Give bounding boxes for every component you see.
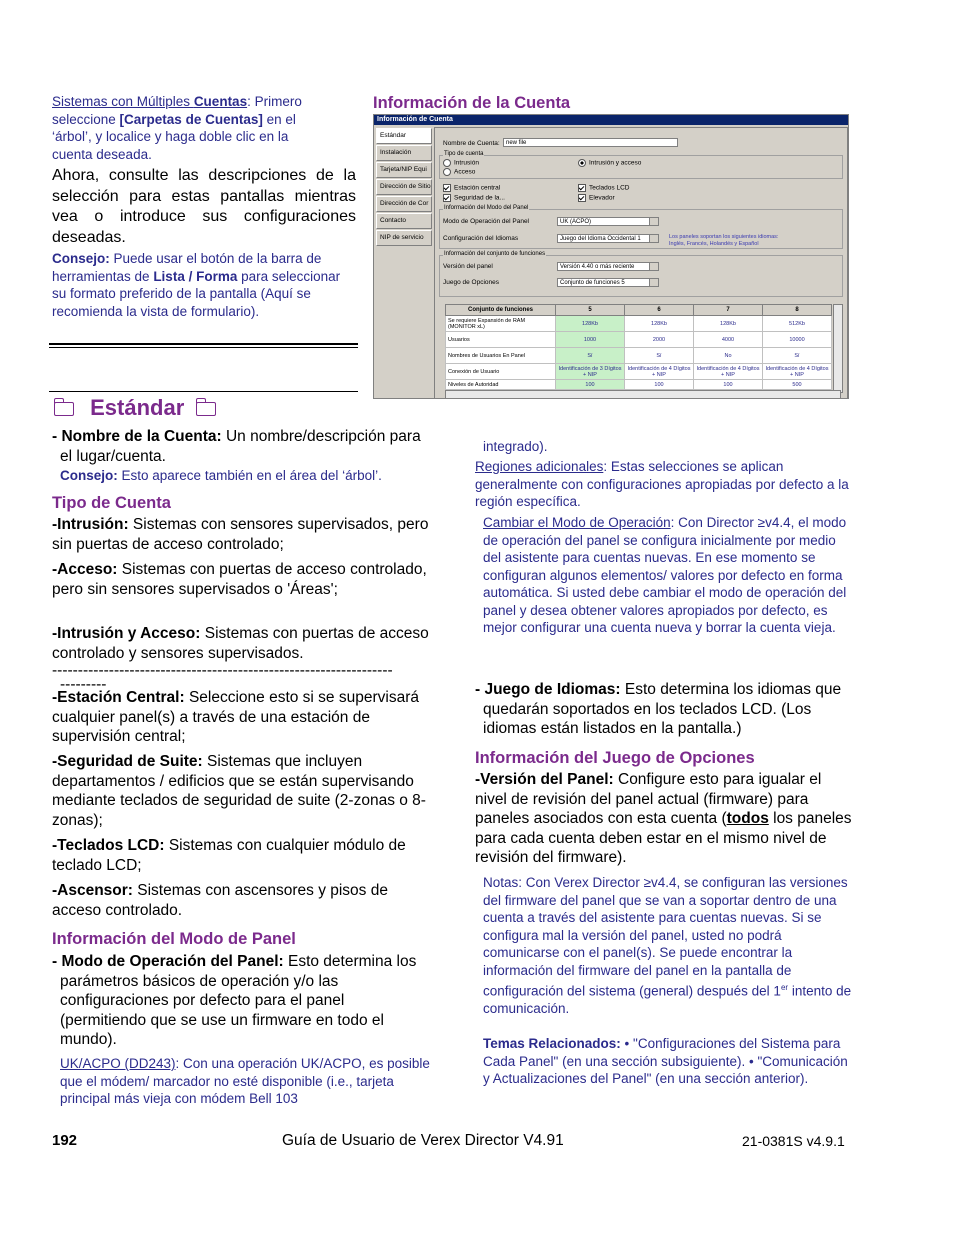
table-cell: Niveles de Autoridad [446,380,556,390]
table-header-cell: 5 [556,305,625,316]
intro-paragraph: Ahora, consulte las descripciones de la selección para estas pantallas mientras vea o introduce sus configuraciones deseadas. [52,167,356,246]
change-mode-link[interactable]: Cambiar el Modo de Operación [483,515,671,530]
panel-mode-label: Modo de Operación del Panel [443,218,530,225]
table-cell: Identificación de 4 Dígitos + NIP [694,364,763,380]
account-name-input[interactable]: new file [503,138,678,147]
table-row [446,364,832,380]
related-topic-2[interactable]: "Comunicación y Actualizaciones del Panel" (en una sección anterior). [483,1053,848,1086]
checkbox-checked-icon [578,194,586,202]
footer-title: Guía de Usuario de Verex Director V4.91 [282,1132,564,1149]
language-select[interactable]: Juego del Idioma Occidental 1 [557,234,659,243]
table-cell: Usuarios [446,332,556,348]
panel-version-label: Versión del panel [443,263,493,270]
account-type-group: Tipo de cuenta [439,155,843,179]
language-note-2: Inglés, Francés, Holandés y Español [669,241,759,247]
radio-access[interactable]: Acceso [443,168,475,176]
panel-version-item: -Versión del Panel: Configure esto para igualar el nivel de revisión del panel actual (firmware) para paneles asociados con esta cuenta (todos los paneles para cada cuenta deben estar en el mismo nivel de revisión del firmware). [475,771,852,866]
related-topics: Temas Relacionados: • "Configuraciones del Sistema para Cada Panel" (en una sección subsiguiente). • "Comunicación y Actualizaciones del Panel" (en una sección anterior). [483,1036,848,1086]
table-header-cell: 6 [625,305,694,316]
account-name-label: Nombre de Cuenta: [443,140,500,147]
radio-icon [443,159,451,167]
table-cell: 512Kb [763,316,832,332]
radio-selected-icon [578,159,586,167]
table-cell: Identificación de 4 Dígitos + NIP [763,364,832,380]
account-name-tip: Consejo: Esto aparece también en el área del ‘árbol’. [60,468,382,483]
checkbox-checked-icon [578,184,586,192]
nav-tab-card-pin[interactable]: Tarjeta/NIP Equi [376,162,432,178]
check-elevator[interactable]: Elevador [578,194,615,202]
table-cell: 128Kb [625,316,694,332]
notes-block: Notas: Con Verex Director ≥v4.4, se configuran las versiones del firmware del panel que se van a soportar dentro de una cuenta a través del asistente para cuentas nuevas. Si se configura mal la versión del panel, usted no podrá comunicarse con el panel(s). Se puede encontrar la información del firmware del panel en la pantalla de configuración del sistema (general) después del 1er intento de comunicación. [483,875,852,1016]
divider-thin [49,347,358,348]
table-cell: 4000 [694,332,763,348]
table-cell: 128Kb [556,316,625,332]
table-header-row [446,305,832,316]
table-row [446,348,832,364]
table-cell: 1000 [556,332,625,348]
table-row [446,332,832,348]
table-cell: 128Kb [694,316,763,332]
change-mode-note: Cambiar el Modo de Operación: Con Director ≥v4.4, el modo de operación del panel se configura inicialmente por medio del asistente para cuentas nuevas. En ese momento se configuran algunos elementos/ valores por defecto en forma automática. Si usted debe cambiar el modo de operación del panel y desea obtener valores apropiados por defecto, es mejor configurar una cuenta nueva y borrar la cuenta vieja. [483,515,847,635]
type-access: -Acceso: Sistemas con puertas de acceso controlado, pero sin sensores supervisados o 'Áreas'; [52,561,427,598]
language-note-1: Los paneles soportan los siguientes idiomas: [669,234,779,240]
check-lcd-keypads[interactable]: Teclados LCD [578,184,629,192]
table-cell: 100 [556,380,625,390]
nav-tab-site-address[interactable]: Dirección de Sitio [376,179,432,195]
nav-tab-service-pin[interactable]: NIP de servicio [376,230,432,246]
table-header-cell: 7 [694,305,763,316]
uk-acpo-link[interactable]: UK/ACPO (DD243) [60,1056,176,1071]
table-cell: Nombres de Usuarios En Panel [446,348,556,364]
intro-note: Sistemas con Múltiples Cuentas: Primero seleccione [Carpetas de Cuentas] en el ‘árbol’, y localice y haga doble clic en la cuenta deseada. [52,94,302,162]
checkbox-checked-icon [443,184,451,192]
table-cell: Conexión de Usuario [446,364,556,380]
table-cell: 100 [625,380,694,390]
table-header-cell: Conjunto de funciones [446,305,556,316]
account-info-window [373,114,849,399]
window-titlebar: Información de Cuenta [374,115,848,125]
table-cell: Identificación de 3 Dígitos + NIP [556,364,625,380]
section-title: Estándar [54,394,216,422]
option-central-station: -Estación Central: Seleccione esto si se supervisará cualquier panel(s) a través de una estación de supervisión central; [52,689,419,745]
option-lcd-keypads: -Teclados LCD: Sistemas con cualquier módulo de teclado LCD; [52,837,406,874]
panel-mode-select[interactable]: UK (ACPO) [557,217,659,226]
integrated-continuation: integrado). [483,439,548,454]
account-name-item: - Nombre de la Cuenta: Un nombre/descripción para el lugar/cuenta. [52,428,421,465]
checkbox-checked-icon [443,194,451,202]
table-row [446,380,832,390]
table-cell: Sí [763,348,832,364]
radio-intrusion[interactable]: Intrusión [443,159,479,167]
dashed-separator: ------------------------------------------------------------------ --------- [52,664,393,692]
screenshot-caption: Información de la Cuenta [373,94,571,112]
option-set-label: Juego de Opciones [443,279,500,286]
feature-set-table [445,304,832,390]
option-suite-security: -Seguridad de Suite: Sistemas que incluyen departamentos / edificios que se están supervisando mediante teclados de seguridad de suite (2-zonas o 8-zonas); [52,753,426,829]
uk-acpo-note: UK/ACPO (DD243): Con una operación UK/ACPO, es posible que el módem/ marcador no esté disponible (i.e., tarjeta principal más vieja con módem Bell 103 [60,1056,430,1106]
table-header-cell: 8 [763,305,832,316]
table-vertical-scrollbar[interactable] [833,304,843,393]
divider-thick [49,343,358,345]
related-topic-1[interactable]: "Configuraciones del Sistema para Cada Panel" (en una sección subsiguiente). [483,1036,841,1069]
window-nav [376,128,432,247]
check-central-station[interactable]: Estación central [443,184,500,192]
multi-accounts-link[interactable]: Sistemas con Múltiples Cuentas [52,94,248,109]
document-code: 21-0381S v4.9.1 [742,1133,845,1149]
regions-note: Regiones adicionales: Estas selecciones se aplican generalmente con configuraciones apropiadas por defecto a la región específica. [475,459,849,509]
regions-link[interactable]: Regiones adicionales [475,459,604,474]
radio-icon [443,168,451,176]
account-type-heading: Tipo de Cuenta [52,494,171,512]
panel-mode-item: - Modo de Operación del Panel: Esto determina los parámetros básicos de operación y/o las configuraciones por defecto para el panel (permitiendo que se use un firmware en todo el mundo). [52,953,417,1048]
language-set-item: - Juego de Idiomas: Esto determina los idiomas que quedarán soportados en los teclados LCD. (Los idiomas están listados en la pantalla.) [475,681,842,737]
divider-section [49,391,358,392]
radio-intrusion-access[interactable]: Intrusión y acceso [578,159,641,167]
feature-set-group: Información del conjunto de funciones [439,255,843,297]
panel-mode-heading: Información del Modo de Panel [52,930,296,948]
table-cell: Se requiere Expansión de RAM (MONITOR xL) [446,316,556,332]
panel-version-select[interactable]: Versión 4.40 o más reciente [557,262,659,271]
table-cell: Sí [556,348,625,364]
option-elevator: -Ascensor: Sistemas con ascensores y pisos de acceso controlado. [52,882,388,919]
table-cell: Sí [625,348,694,364]
table-cell: No [694,348,763,364]
table-cell: 10000 [763,332,832,348]
type-intrusion: -Intrusión: Sistemas con sensores supervisados, pero sin puertas de acceso controlado; [52,516,429,553]
table-cell: Identificación de 4 Dígitos + NIP [625,364,694,380]
table-row [446,316,832,332]
nav-tab-installation[interactable]: Instalación [376,145,432,161]
panel-mode-group: Información del Modo del Panel [439,209,843,249]
option-set-heading: Información del Juego de Opciones [475,749,755,767]
nav-tab-standard[interactable]: Estándar [376,128,432,144]
table-horizontal-scrollbar[interactable] [445,390,841,399]
folder-icon [196,402,216,416]
table-cell: 500 [763,380,832,390]
nav-tab-mail-address[interactable]: Dirección de Cor [376,196,432,212]
folder-icon [54,402,74,416]
option-set-select[interactable]: Conjunto de funciones 5 [557,278,659,287]
table-cell: 100 [694,380,763,390]
type-intrusion-access: -Intrusión y Acceso: Sistemas con puertas de acceso controlado y sensores supervisados. [52,625,429,662]
language-label: Configuración del Idiomas [443,235,519,242]
check-suite-security[interactable]: Seguridad de la... [443,194,505,202]
intro-tip: Consejo: Puede usar el botón de la barra de herramientas de Lista / Forma para seleccionar su formato preferido de la pantalla (Aquí se recomienda la vista de formulario). [52,251,341,319]
nav-tab-contact[interactable]: Contacto [376,213,432,229]
page-number: 192 [52,1132,78,1149]
table-cell: 2000 [625,332,694,348]
window-form [434,127,848,399]
